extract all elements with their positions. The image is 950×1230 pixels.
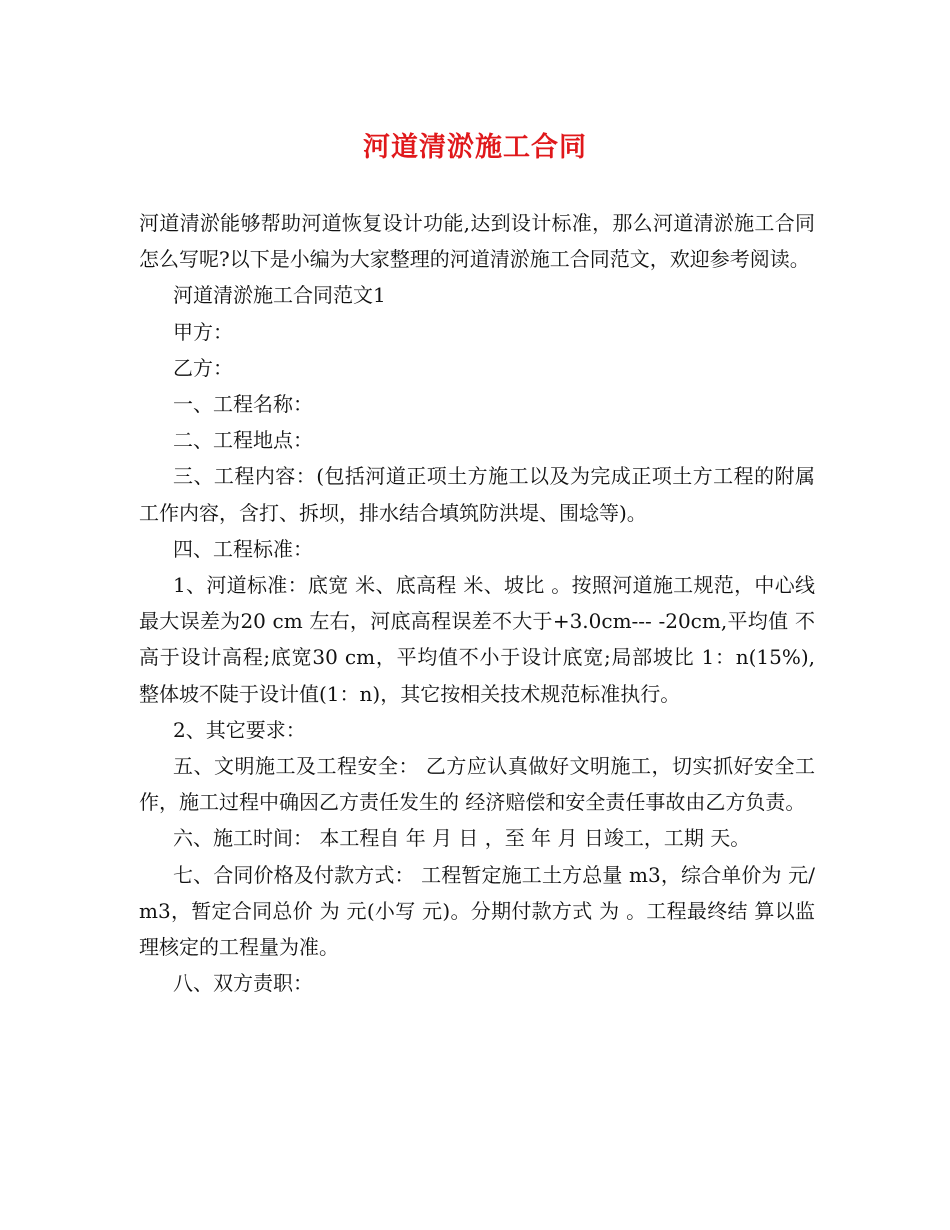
paragraph-project-content: 三、工程内容：(包括河道正项土方施工以及为完成正项土方工程的附属 工作内容，含打、拆坝，排水结合填筑防洪堤、围埝等)。 <box>139 464 815 525</box>
paragraph-sample-heading: 河道清淤施工合同范文1 <box>173 283 386 308</box>
paragraph-project-standard: 四、工程标准： <box>173 536 313 561</box>
paragraph-project-name: 一、工程名称： <box>173 392 313 417</box>
paragraph-safety: 五、文明施工及工程安全： 乙方应认真做好文明施工，切实抓好安全工作，施工过程中确因乙方责任发生的 经济赔偿和安全责任事故由乙方负责。 <box>139 754 815 815</box>
paragraph-project-location: 二、工程地点： <box>173 428 313 453</box>
paragraph-party-b: 乙方： <box>173 355 233 380</box>
paragraph-responsibilities: 八、双方责职： <box>173 971 313 996</box>
paragraph-price-payment: 七、合同价格及付款方式： 工程暂定施工土方总量 m3，综合单价为 元/ m3，暂定合同总价 为 元(小写 元)。分期付款方式 为 。工程最终结 算以监理核定的工程量为准。 <box>139 862 815 960</box>
paragraph-schedule: 六、施工时间： 本工程自 年 月 日 ，至 年 月 日竣工，工期 天。 <box>173 826 751 851</box>
paragraph-party-a: 甲方： <box>173 319 233 344</box>
paragraph-river-standard: 1、河道标准：底宽 米、底高程 米、坡比 。按照河道施工规范，中心线最大误差为20 cm 左右，河底高程误差不大于+3.0cm--- -20cm,平均值 不高于设计高程;底宽30 cm，平均值不小于设计底宽;局部坡比 1：n(15%), 整体坡不陡于设计值(1：n)，其它按相关技术规范标准执行。 <box>139 573 815 706</box>
document-body <box>139 205 815 1001</box>
document-title: 河道清淤施工合同 <box>363 132 587 163</box>
paragraph-intro: 河道清淤能够帮助河道恢复设计功能,达到设计标准，那么河道清淤施工合同怎么写呢?以下是小编为大家整理的河道清淤施工合同范文，欢迎参考阅读。 <box>139 211 815 272</box>
paragraph-other-requirements: 2、其它要求： <box>173 717 306 742</box>
